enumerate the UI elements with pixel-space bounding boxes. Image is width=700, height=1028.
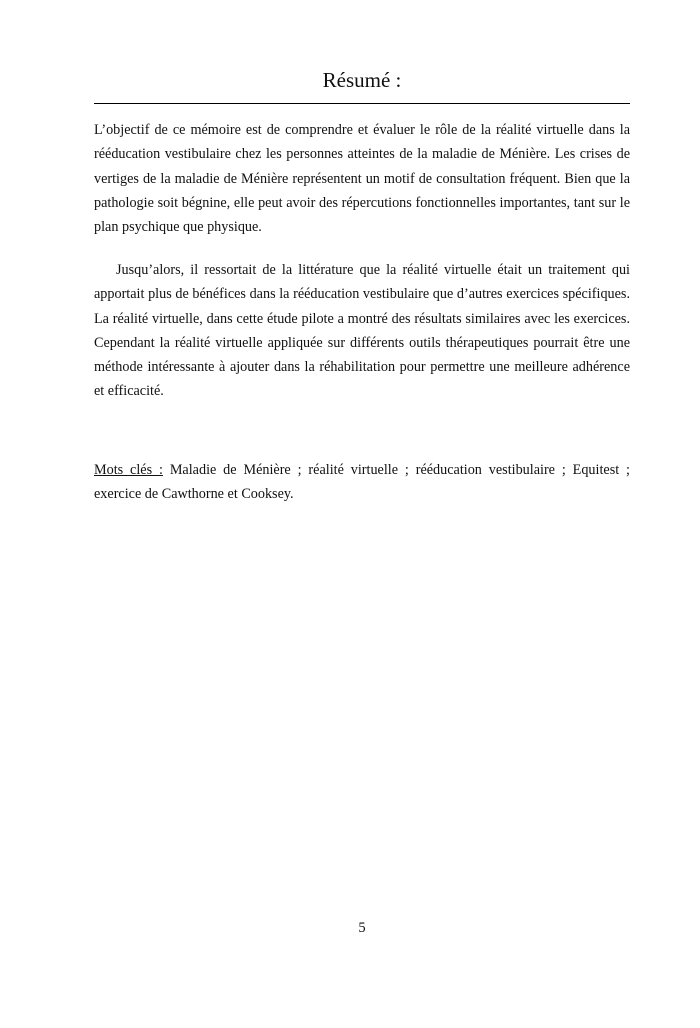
keywords-label: Mots clés : [94,462,163,478]
keywords-paragraph [94,458,630,507]
page-title: Résumé : [322,68,402,92]
keywords-text: Maladie de Ménière ; réalité virtuelle ; rééducation vestibulaire ; Equitest ; exercice de Cawthorne et Cooksey. [94,462,630,503]
abstract-paragraph-2: Jusqu’alors, il ressortait de la littérature que la réalité virtuelle était un traitement qui apportait plus de bénéfices dans la rééducation vestibulaire que d’autres exercices spécifiques. La réalité virtuelle, dans cette étude pilote a montré des résultats similaires avec les exercices. Cependant la réalité virtuelle appliquée sur différents outils thérapeutiques pourrait être une méthode intéressante à ajouter dans la réhabilitation pour permettre une meilleure adhérence et efficacité. [94,262,630,400]
title-underline-divider [94,103,630,104]
page-number: 5 [358,920,366,936]
abstract-paragraph-1: L’objectif de ce mémoire est de comprendre et évaluer le rôle de la réalité virtuelle dans la rééducation vestibulaire chez les personnes atteintes de la maladie de Ménière. Les crises de vertiges de la maladie de Ménière représentent un motif de consultation fréquent. Bien que la pathologie soit bégnine, elle peut avoir des répercutions fonctionnelles importantes, tant sur le plan psychique que physique. [94,122,630,236]
